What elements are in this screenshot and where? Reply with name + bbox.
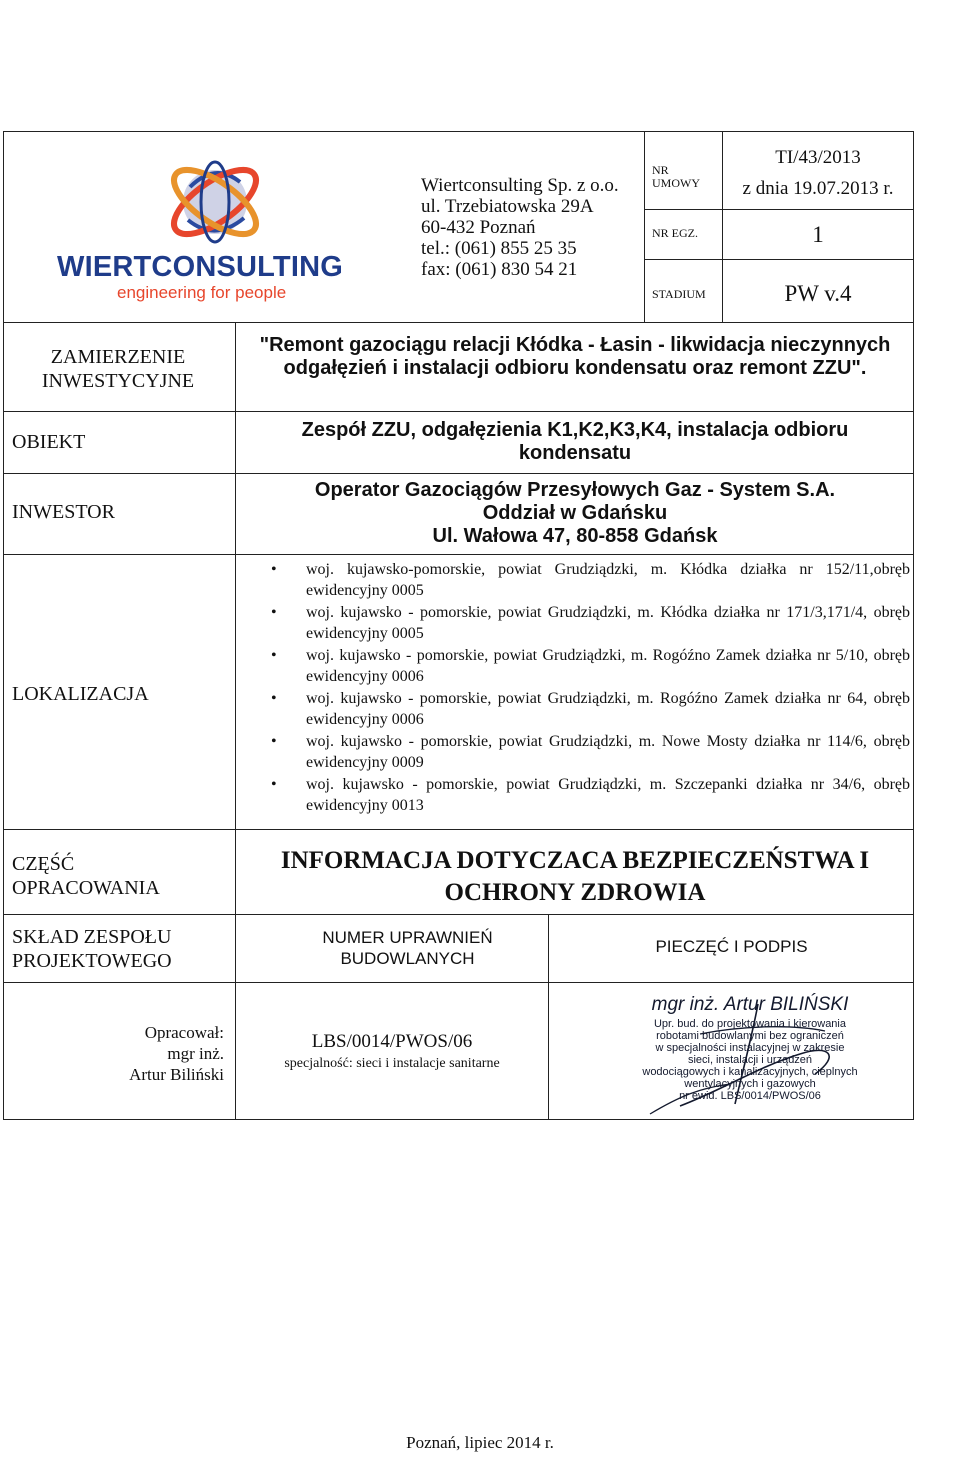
part-title-line: OCHRONY ZDROWIA (444, 879, 706, 906)
obiekt-label: OBIEKT (12, 431, 86, 453)
stamp-line: wodociągowych i kanalizacyjnych, cieplnych (642, 1066, 858, 1078)
address-line: 60-432 Poznań (421, 217, 536, 238)
contract-number: TI/43/2013 (775, 147, 861, 168)
contract-date: z dnia 19.07.2013 r. (742, 178, 894, 199)
nr-egz-label: NR EGZ. (652, 226, 698, 240)
divider-umowy (644, 209, 914, 210)
part-title-line: INFORMACJA DOTYCZACA BEZPIECZEŃSTWA I (280, 847, 870, 874)
license-number: LBS/0014/PWOS/06 (311, 1031, 473, 1052)
inwestor-value (245, 479, 905, 548)
company-tagline: engineering for people (117, 283, 287, 302)
company-address (421, 175, 636, 280)
author-name: Artur Biliński (129, 1065, 224, 1084)
pieczec-label: PIECZĘĆ I PODPIS (655, 937, 808, 956)
inwestor-line: Oddział w Gdańsku (482, 502, 668, 524)
nr-umowy-label (652, 164, 700, 190)
numer-uprawnien-label: NUMER UPRAWNIEŃ BUDOWLANYCH (322, 928, 493, 968)
nr-umowy-label-line: UMOWY (652, 176, 700, 190)
address-line: Wiertconsulting Sp. z o.o. (421, 175, 619, 196)
zamierzenie-value: "Remont gazociągu relacji Kłódka - Łasin - likwidacja nieczynnych odgałęzień i instalacji odbioru kondensatu oraz remont ZZU". (259, 334, 891, 379)
divider-czesc (3, 914, 914, 915)
address-line: tel.: (061) 855 25 35 (421, 238, 577, 259)
divider-obiekt (3, 473, 914, 474)
zamierzenie-label: ZAMIERZENIE INWESTYCYJNE (41, 346, 195, 392)
signature-icon (640, 996, 870, 1116)
stamp-line: sieci, instalacji i urządzeń (687, 1054, 813, 1066)
divider-zamierzenie (3, 411, 914, 412)
stamp-line: robotami budowlanymi bez ograniczeń (656, 1030, 844, 1042)
globe-logo-icon (160, 142, 270, 260)
stamp-line: nr ewid. LBS/0014/PWOS/06 (679, 1090, 821, 1102)
address-line: ul. Trzebiatowska 29A (421, 196, 594, 217)
inwestor-line: Ul. Wałowa 47, 80-858 Gdańsk (432, 525, 718, 547)
stamp-line: w specjalności instalacyjnej w zakresie (655, 1042, 845, 1054)
license-specialty: specjalność: sieci i instalacje sanitarne (284, 1056, 500, 1071)
address-line: fax: (061) 830 54 21 (421, 259, 578, 280)
divider-header-meta (644, 131, 645, 322)
list-item: • woj. kujawsko - pomorskie, powiat Grudziądzki, m. Nowe Mosty działka nr 114/6, obręb ewidencyjny 0009 (266, 731, 910, 773)
nr-umowy-label-line: NR (652, 163, 669, 177)
list-item: • woj. kujawsko-pomorskie, powiat Grudziądzki, m. Kłódka działka nr 152/11,obręb ewidencyjny 0005 (266, 559, 910, 601)
document-part-title (236, 845, 914, 909)
stamp-line: wentylacyjnych i gazowych (684, 1078, 816, 1090)
company-logo (160, 142, 270, 260)
opracowal-label: Opracował: (144, 1023, 224, 1042)
inwestor-label: INWESTOR (12, 501, 115, 523)
company-brand-name: WIERTCONSULTING (57, 251, 343, 283)
list-item: • woj. kujawsko - pomorskie, powiat Grudziądzki, m. Rogóźno Zamek działka nr 5/10, obręb ewidencyjny 0006 (266, 645, 910, 687)
list-item: • woj. kujawsko - pomorskie, powiat Grudziądzki, m. Rogóźno Zamek działka nr 64, obręb ewidencyjny 0006 (266, 688, 910, 730)
stamp-name: mgr inż. Artur BILIŃSKI (651, 994, 849, 1015)
divider-sklad (3, 982, 914, 983)
lokalizacja-label: LOKALIZACJA (12, 683, 149, 705)
list-item: • woj. kujawsko - pomorskie, powiat Grudziądzki, m. Kłódka działka nr 171/3,171/4, obręb ewidencyjny 0005 (266, 602, 910, 644)
inwestor-line: Operator Gazociągów Przesyłowych Gaz - System S.A. (314, 479, 836, 501)
divider-egz (644, 259, 914, 260)
author-title: mgr inż. (167, 1044, 224, 1063)
divider-header (3, 322, 914, 323)
author-block (10, 1022, 224, 1085)
czesc-label: CZĘŚĆ OPRACOWANIA (12, 853, 160, 899)
stadium-value: PW v.4 (784, 281, 852, 306)
stamp-line: Upr. bud. do projektowania i kierowania (653, 1018, 846, 1030)
divider-inwestor (3, 554, 914, 555)
divider-lokalizacja (3, 829, 914, 830)
stadium-label: STADIUM (652, 287, 706, 301)
place-date: Poznań, lipiec 2014 r. (406, 1433, 554, 1452)
copy-number: 1 (812, 222, 824, 247)
obiekt-value: Zespół ZZU, odgałęzienia K1,K2,K3,K4, instalacja odbioru kondensatu (301, 419, 849, 464)
list-item: • woj. kujawsko - pomorskie, powiat Grudziądzki, m. Szczepanki działka nr 34/6, obręb ewidencyjny 0013 (266, 774, 910, 816)
sklad-label: SKŁAD ZESPOŁU PROJEKTOWEGO (12, 926, 172, 972)
lokalizacja-list (266, 559, 910, 817)
